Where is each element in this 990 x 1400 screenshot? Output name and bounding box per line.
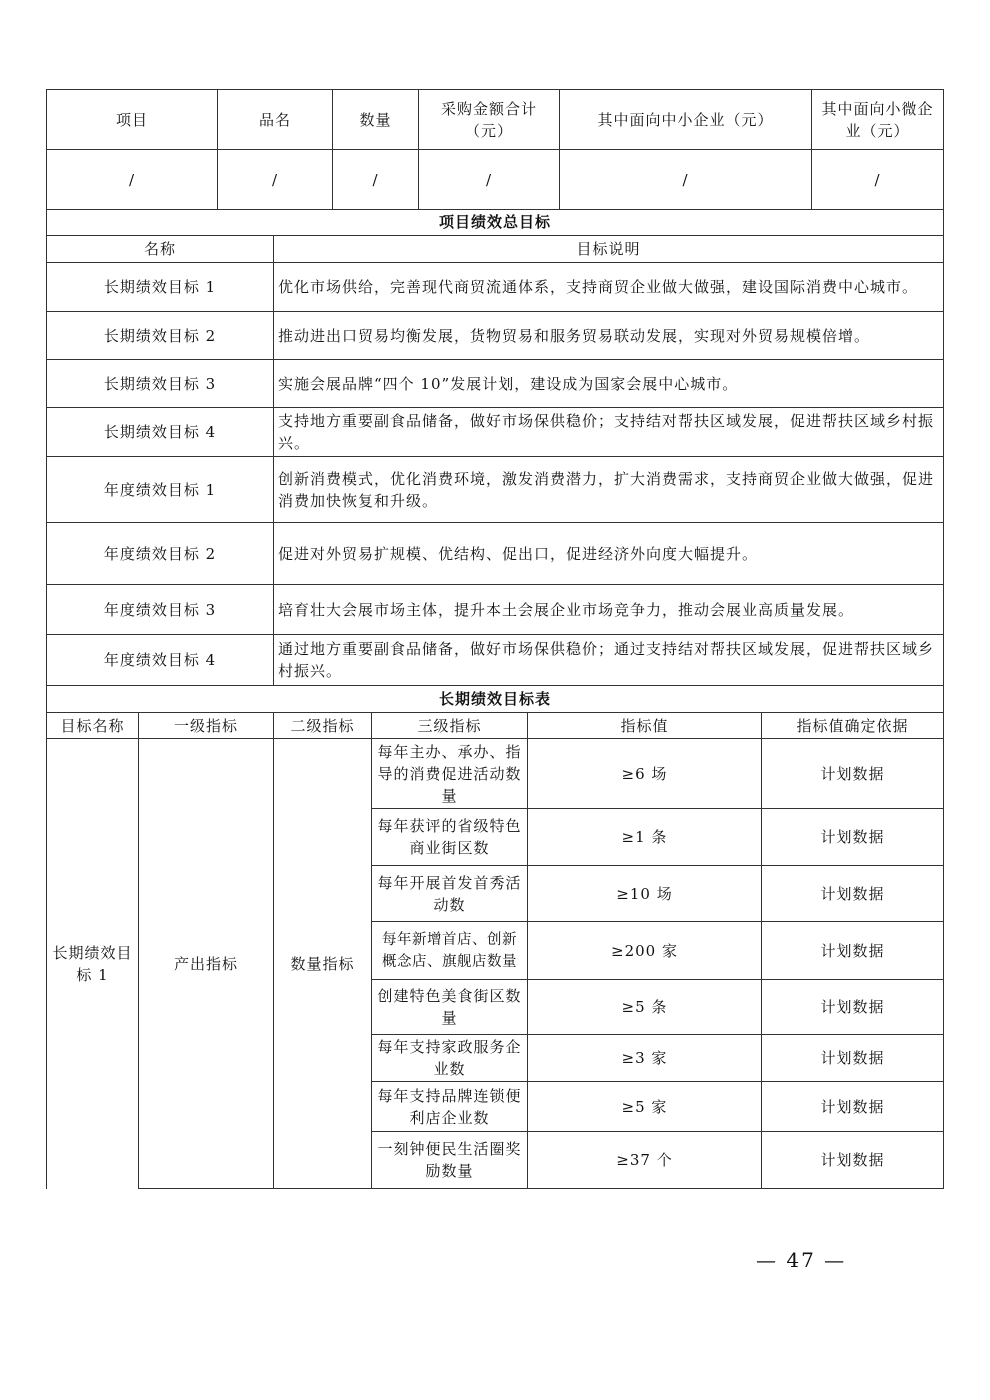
goal-description: 培育壮大会展市场主体，提升本土会展企业市场竞争力，推动会展业高质量发展。	[274, 585, 944, 635]
goal-description: 推动进出口贸易均衡发展，货物贸易和服务贸易联动发展，实现对外贸易规模倍增。	[274, 312, 944, 360]
page-number: — 47 —	[756, 1248, 847, 1272]
goal-name: 长期绩效目标 3	[47, 360, 274, 408]
column-header: 目标名称	[47, 713, 139, 739]
level2-indicator-cell: 数量指标	[274, 739, 372, 1189]
goal-description: 促进对外贸易扩规模、优结构、促出口，促进经济外向度大幅提升。	[274, 523, 944, 585]
column-header: 目标说明	[274, 236, 944, 263]
indicator-value-cell: ≥3 家	[528, 1035, 762, 1082]
indicator-basis-cell: 计划数据	[762, 866, 944, 922]
level3-indicator-cell: 每年支持家政服务企业数	[372, 1035, 528, 1082]
indicator-basis-cell: 计划数据	[762, 739, 944, 809]
indicator-basis-cell: 计划数据	[762, 980, 944, 1035]
procurement-header-cell: 项目	[47, 90, 218, 150]
procurement-value-cell: /	[333, 150, 419, 210]
indicator-value-cell: ≥5 条	[528, 980, 762, 1035]
indicator-value-cell: ≥6 场	[528, 739, 762, 809]
column-header: 一级指标	[139, 713, 274, 739]
indicator-value-cell: ≥5 家	[528, 1082, 762, 1132]
procurement-table	[46, 89, 944, 210]
goal-description: 通过地方重要副食品储备，做好市场保供稳价；通过支持结对帮扶区域发展，促进帮扶区域乡村振兴。	[274, 635, 944, 686]
indicator-basis-cell: 计划数据	[762, 1082, 944, 1132]
procurement-value-cell: /	[560, 150, 812, 210]
procurement-value-cell: /	[218, 150, 333, 210]
goal-name: 年度绩效目标 4	[47, 635, 274, 686]
goal-description: 实施会展品牌“四个 10”发展计划，建设成为国家会展中心城市。	[274, 360, 944, 408]
level3-indicator-cell: 每年新增首店、创新概念店、旗舰店数量	[372, 922, 528, 980]
procurement-header-cell: 采购金额合计（元）	[419, 90, 560, 150]
procurement-value-cell: /	[812, 150, 944, 210]
goal-description: 支持地方重要副食品储备，做好市场保供稳价；支持结对帮扶区域发展，促进帮扶区域乡村振兴。	[274, 408, 944, 457]
indicator-basis-cell: 计划数据	[762, 922, 944, 980]
level3-indicator-cell: 每年主办、承办、指导的消费促进活动数量	[372, 739, 528, 809]
goal-name: 长期绩效目标 4	[47, 408, 274, 457]
column-header: 三级指标	[372, 713, 528, 739]
indicator-basis-cell: 计划数据	[762, 1132, 944, 1189]
level1-indicator-cell: 产出指标	[139, 739, 274, 1189]
long-term-goals-table	[46, 686, 944, 1189]
section-title: 长期绩效目标表	[47, 686, 944, 713]
goal-name: 年度绩效目标 2	[47, 523, 274, 585]
indicator-basis-cell: 计划数据	[762, 1035, 944, 1082]
section-title: 项目绩效总目标	[47, 209, 944, 236]
indicator-basis-cell: 计划数据	[762, 809, 944, 866]
procurement-value-cell: /	[419, 150, 560, 210]
indicator-value-cell: ≥10 场	[528, 866, 762, 922]
goal-description: 优化市场供给，完善现代商贸流通体系，支持商贸企业做大做强，建设国际消费中心城市。	[274, 263, 944, 312]
level3-indicator-cell: 一刻钟便民生活圈奖励数量	[372, 1132, 528, 1189]
procurement-header-cell: 品名	[218, 90, 333, 150]
goal-name: 年度绩效目标 1	[47, 457, 274, 523]
procurement-value-cell: /	[47, 150, 218, 210]
indicator-value-cell: ≥200 家	[528, 922, 762, 980]
level3-indicator-cell: 每年支持品牌连锁便利店企业数	[372, 1082, 528, 1132]
column-header: 二级指标	[274, 713, 372, 739]
procurement-header-cell: 其中面向中小企业（元）	[560, 90, 812, 150]
indicator-value-cell: ≥37 个	[528, 1132, 762, 1189]
goal-name: 长期绩效目标 2	[47, 312, 274, 360]
level3-indicator-cell: 每年开展首发首秀活动数	[372, 866, 528, 922]
level3-indicator-cell: 每年获评的省级特色商业街区数	[372, 809, 528, 866]
column-header: 指标值确定依据	[762, 713, 944, 739]
column-header: 名称	[47, 236, 274, 263]
indicator-value-cell: ≥1 条	[528, 809, 762, 866]
goal-name: 年度绩效目标 3	[47, 585, 274, 635]
goal-name: 长期绩效目标 1	[47, 263, 274, 312]
goal-description: 创新消费模式，优化消费环境，激发消费潜力，扩大消费需求，支持商贸企业做大做强，促进消费加快恢复和升级。	[274, 457, 944, 523]
procurement-header-cell: 其中面向小微企业（元）	[812, 90, 944, 150]
goal-name-cell: 长期绩效目标 1	[47, 739, 139, 1189]
overall-goals-table	[46, 209, 944, 686]
level3-indicator-cell: 创建特色美食街区数量	[372, 980, 528, 1035]
procurement-header-cell: 数量	[333, 90, 419, 150]
column-header: 指标值	[528, 713, 762, 739]
